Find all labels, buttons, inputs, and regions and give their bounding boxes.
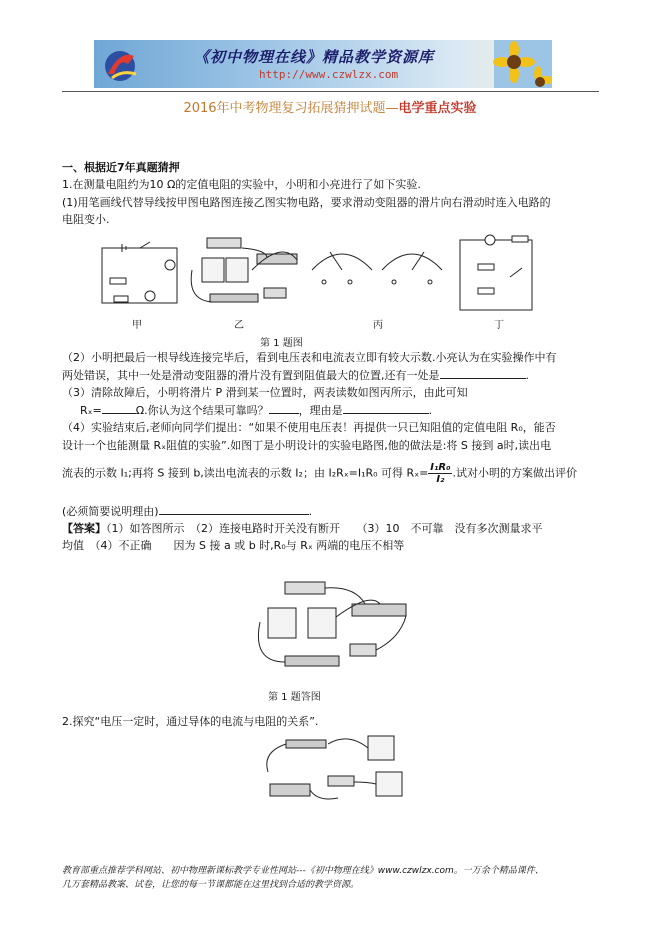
page-footer — [62, 864, 544, 892]
header-banner — [94, 40, 552, 88]
q2-figure — [258, 732, 408, 808]
q1-part4-line4: (必须简要说明理由) . — [62, 505, 313, 518]
site-logo-icon — [100, 44, 140, 84]
banner-title: 《初中物理在线》精品教学资源库 — [194, 48, 435, 66]
rx-fraction: $\frac{\text{I₁R₀}}{\text{I₂}}$ — [430, 462, 451, 485]
q1-part1-line1: (1)用笔画线代替导线按甲图电路图连接乙图实物电路，要求滑动变阻器的滑片向右滑动时连入电路的 — [62, 196, 551, 209]
fig-label-yi: 乙 — [234, 320, 244, 331]
q1-intro: 1.在测量电阻约为10 Ω的定值电阻的实验中，小明和小亮进行了如下实验. — [62, 178, 421, 191]
section-heading: 一、根据近7年真题猜押 — [62, 161, 180, 174]
answer-line2: 均值 （4）不正确 因为 S 接 a 或 b 时,R₀与 Rₓ 两端的电压不相等 — [62, 539, 405, 552]
answer-blank — [440, 367, 526, 379]
q1-figure-caption: 第 1 题图 — [260, 338, 303, 349]
q1-part4-line2: 设计一个也能测量 Rₓ阻值的实验”.如图丁是小明设计的实验电路图,他的做法是:将 S 接到 a时,读出电 — [62, 439, 552, 452]
answer-line1: 【答案】（1）如答图所示 （2）连接电路时开关没有断开 （3）10 不可靠 没有多次测量求平 — [62, 522, 543, 535]
answer-blank — [159, 503, 309, 515]
sunflower-icon — [494, 40, 552, 88]
circuit-diagram-jia — [102, 242, 177, 303]
answer-label: 【答案】 — [62, 522, 106, 535]
answer-figure-caption: 第 1 题答图 — [268, 692, 321, 703]
answer-figure — [240, 572, 420, 680]
q1-part2-line1: （2）小明把最后一根导线连接完毕后，看到电压表和电流表立即有较大示数.小亮认为在实验操作中有 — [62, 351, 557, 364]
q2-intro: 2.探究“电压一定时，通过导体的电流与电阻的关系”. — [62, 715, 319, 728]
q1-part3-line1: （3）清除故障后，小明将滑片 P 滑到某一位置时，两表读数如图丙所示，由此可知 — [62, 386, 468, 399]
q1-part4-line1: （4）实验结束后,老师向同学们提出：“如果不使用电压表！再提供一只已知阻值的定值电阻 R₀，能否 — [62, 421, 556, 434]
banner-url: http://www.czwlzx.com — [259, 68, 399, 81]
document-title: 2016年中考物理复习拓展猜押试题—电学重点实验 — [183, 101, 477, 116]
fig-label-jia: 甲 — [132, 320, 142, 331]
fig-label-bing: 丙 — [373, 320, 383, 331]
header-rule — [62, 91, 599, 92]
answer-blank — [102, 402, 136, 414]
q1-part1-line2: 电阻变小. — [62, 213, 110, 226]
footer-line1: 教育部重点推荐学科网站、初中物理新课标教学专业性网站---《初中物理在线》www.czwlzx.com。一万余个精品课件、 — [62, 866, 544, 876]
answer-blank — [343, 402, 429, 414]
physical-circuit-yi — [191, 238, 297, 302]
meters-bing — [312, 252, 442, 284]
footer-line2: 几万套精品教案、试卷，让您的每一节课都能在这里找到合适的教学资源。 — [62, 880, 360, 890]
q1-part4-line3: 流表的示数 I₁;再将 S 接到 b,读出电流表的示数 I₂；由 I₂Rₓ=I₁R₀ 可得 Rₓ= $\frac{\text{I₁R₀}}{\text{I₂}}$ .试对小明的方案做出评价 — [62, 462, 577, 485]
answer-blank — [269, 402, 299, 414]
q1-part3-line2: Rₓ= Ω.你认为这个结果可靠吗？ ，理由是 . — [80, 404, 433, 417]
circuit-diagram-ding — [460, 235, 532, 310]
document-title-highlight: 电学重点实验 — [398, 101, 477, 116]
q1-part2-line2: 两处错误，其中一处是滑动变阻器的滑片没有置到阻值最大的位置,还有一处是 . — [62, 369, 529, 382]
q1-figures — [92, 230, 552, 330]
fig-label-ding: 丁 — [494, 320, 504, 331]
